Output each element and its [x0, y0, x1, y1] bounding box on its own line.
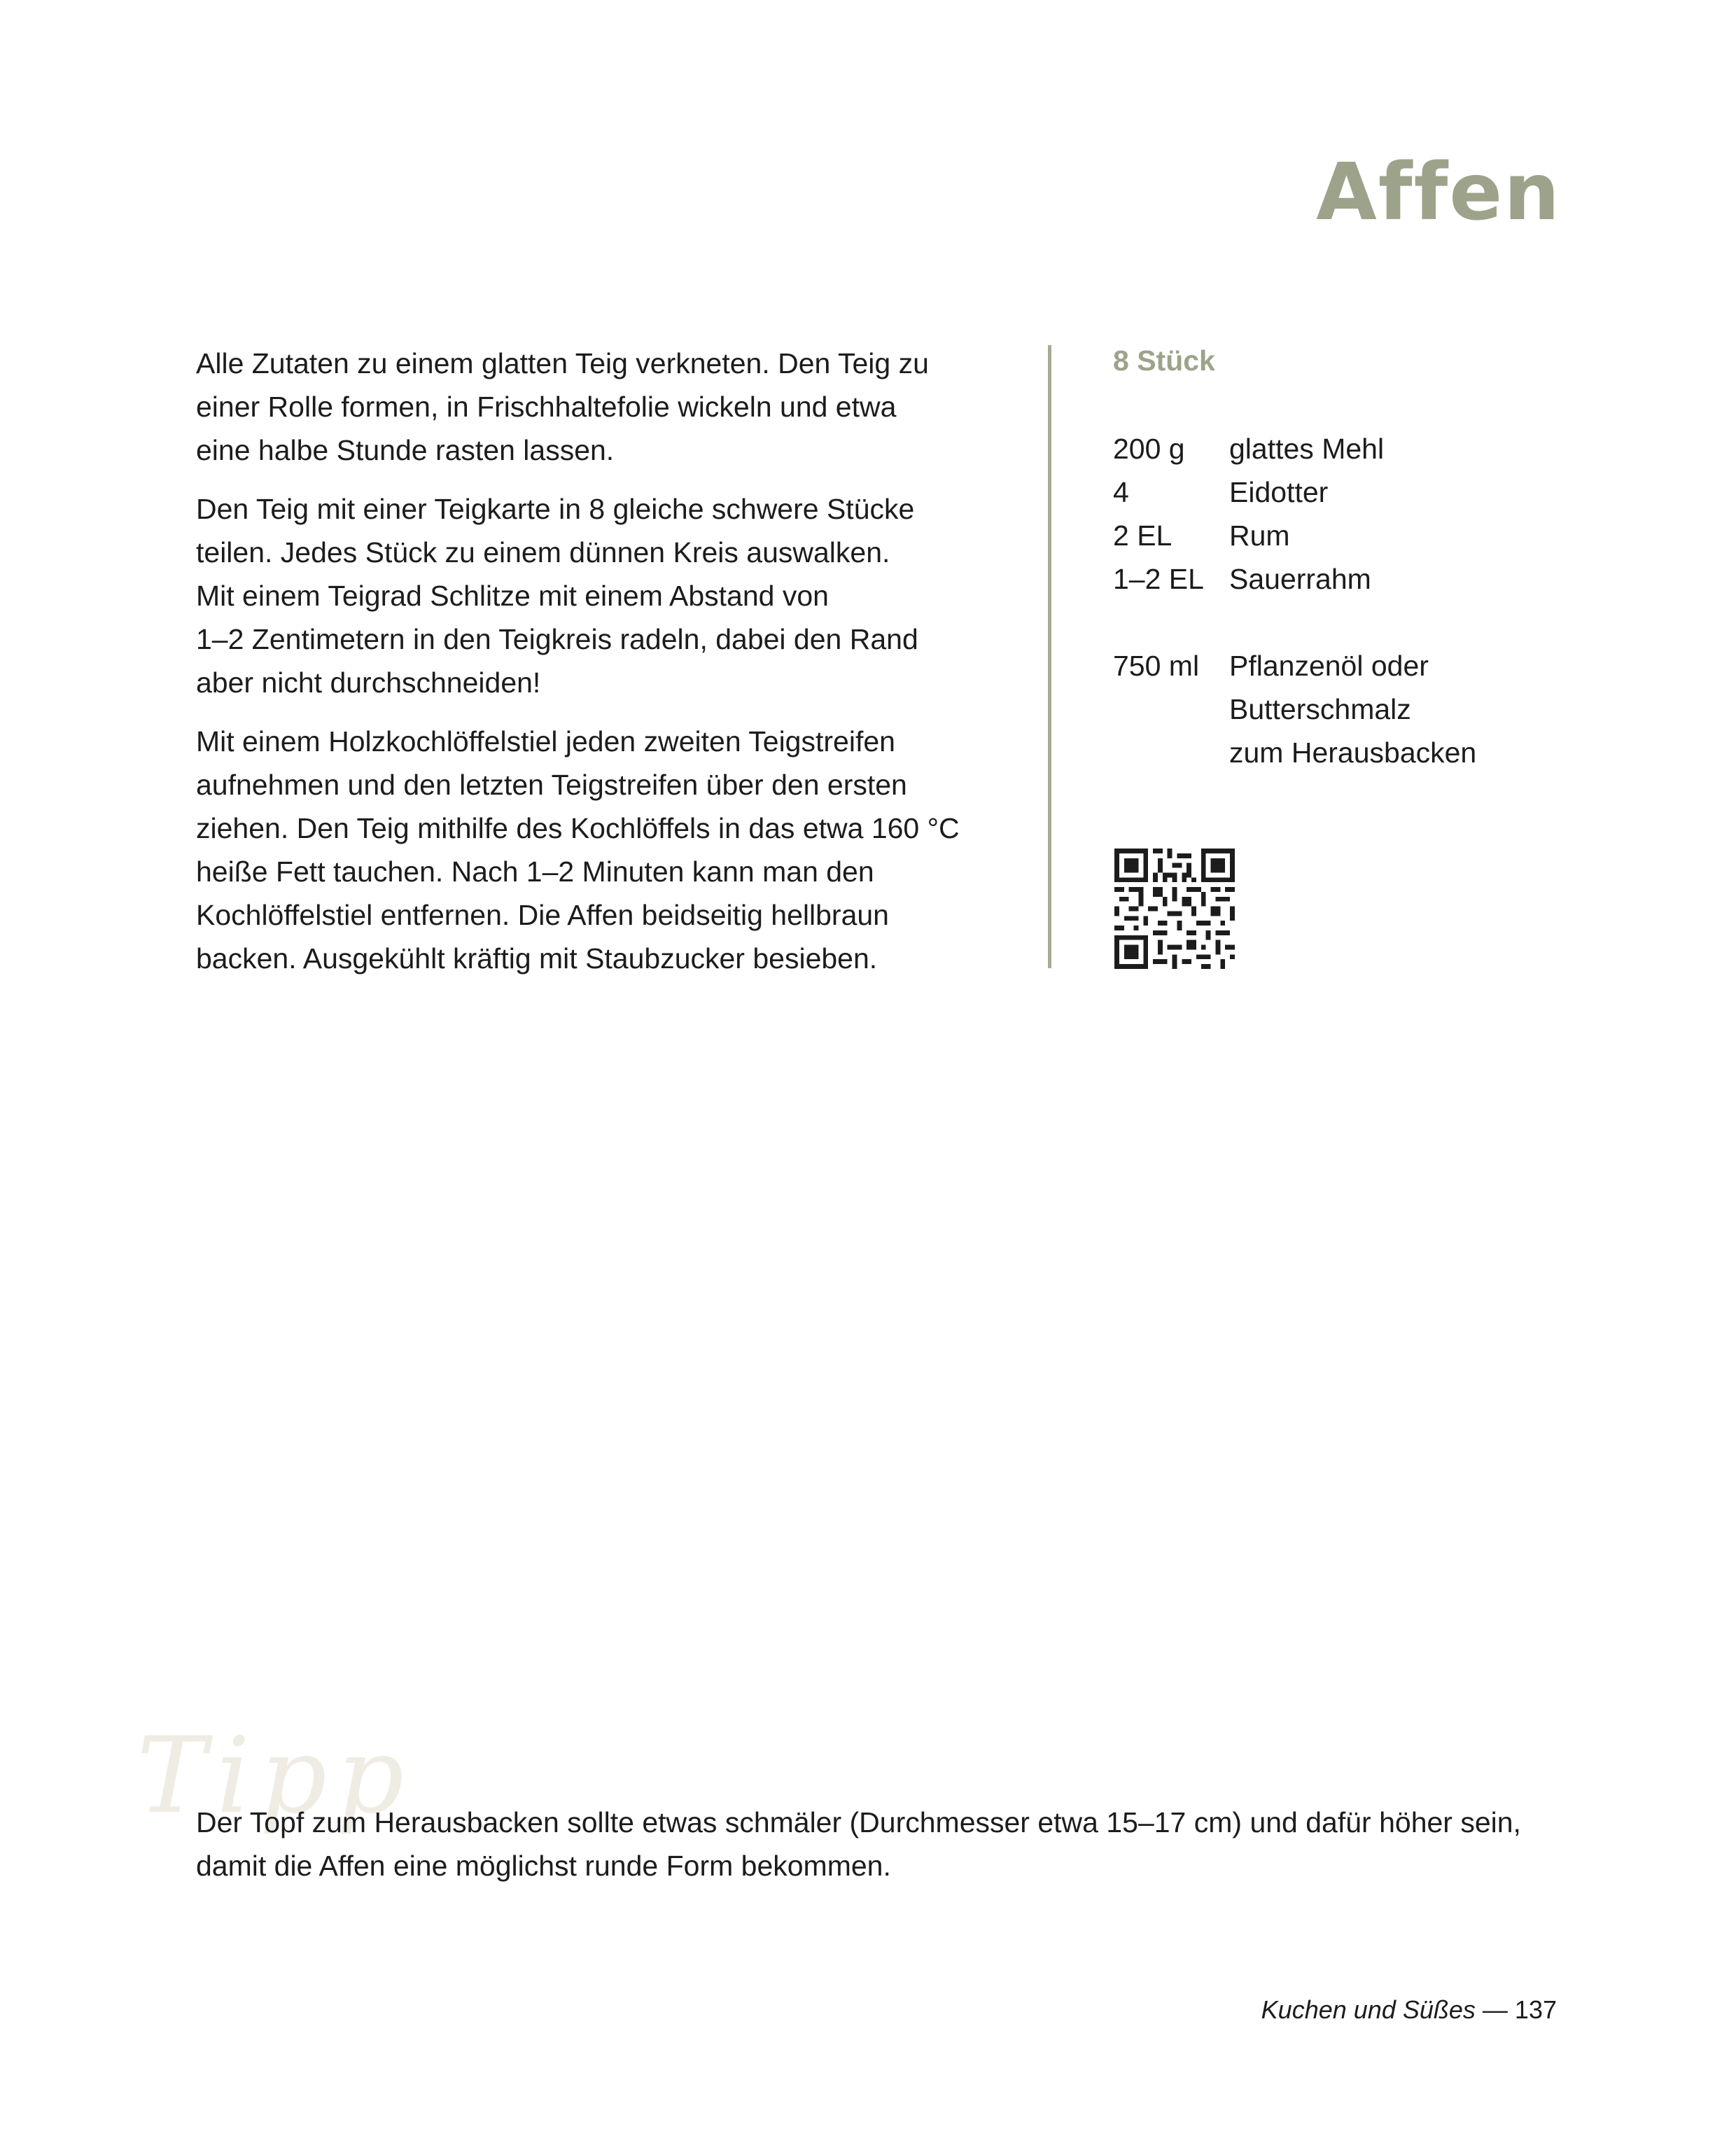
ingredient-row: [1113, 427, 1476, 470]
ingredient-quantity: 4: [1113, 476, 1129, 508]
ingredient-row: [1113, 557, 1476, 601]
instruction-paragraph: Alle Zutaten zu einem glatten Teig verkneten. Den Teig zu einer Rolle formen, in Frischhaltefolie wickeln und etwa eine halbe Stunde rasten lassen.: [196, 347, 929, 466]
instruction-paragraph: Mit einem Holzkochlöffelstiel jeden zweiten Teigstreifen aufnehmen und den letzten Teigstreifen über den ersten ziehen. Den Teig mithilfe des Kochlöffels in das etwa 160 °C heiße Fett tauchen. Nach 1–2 Minuten kann man den Kochlöffelstiel entfernen. Die Affen beidseitig hellbraun backen. Ausgekühlt kräftig mit Staubzucker besieben.: [196, 725, 960, 975]
footer-section: Kuchen und Süßes: [1261, 1995, 1476, 2024]
ingredient-name: glattes Mehl: [1229, 433, 1385, 465]
page-footer: [1261, 1995, 1557, 2025]
instructions: [196, 342, 1001, 996]
ingredient-name: Eidotter: [1229, 476, 1329, 508]
ingredient-quantity: 750 ml: [1113, 650, 1200, 682]
ingredient-quantity: 2 EL: [1113, 519, 1172, 552]
ingredient-row: [1113, 644, 1476, 774]
footer-separator: —: [1482, 1995, 1508, 2024]
ingredient-name: Sauerrahm: [1229, 563, 1371, 595]
ingredient-row: [1113, 514, 1476, 557]
ingredient-quantity: 1–2 EL: [1113, 563, 1204, 595]
qr-code-icon[interactable]: [1114, 849, 1235, 969]
ingredient-quantity: 200 g: [1113, 433, 1185, 465]
ingredient-name: Rum: [1229, 519, 1290, 552]
ingredient-name: Pflanzenöl oder Butterschmalz zum Herausbacken: [1229, 650, 1477, 769]
recipe-title: Affen: [1316, 147, 1561, 238]
column-divider: [1048, 345, 1051, 968]
page-number: 137: [1514, 1995, 1557, 2024]
ingredient-list: [1113, 427, 1476, 774]
ingredient-row: [1113, 470, 1476, 514]
instruction-paragraph: Den Teig mit einer Teigkarte in 8 gleiche schwere Stücke teilen. Jedes Stück zu einem dünnen Kreis auswalken. Mit einem Teigrad Schlitze mit einem Abstand von 1–2 Zentimetern in den Teigkreis radeln, dabei den Rand aber nicht durchschneiden!: [196, 493, 918, 699]
tip-label: Tipp: [136, 1715, 414, 1837]
servings: 8 Stück: [1113, 344, 1215, 377]
tip-text: Der Topf zum Herausbacken sollte etwas schmäler (Durchmesser etwa 15–17 cm) und dafür höher sein, damit die Affen eine möglichst runde Form bekommen.: [196, 1806, 1521, 1882]
